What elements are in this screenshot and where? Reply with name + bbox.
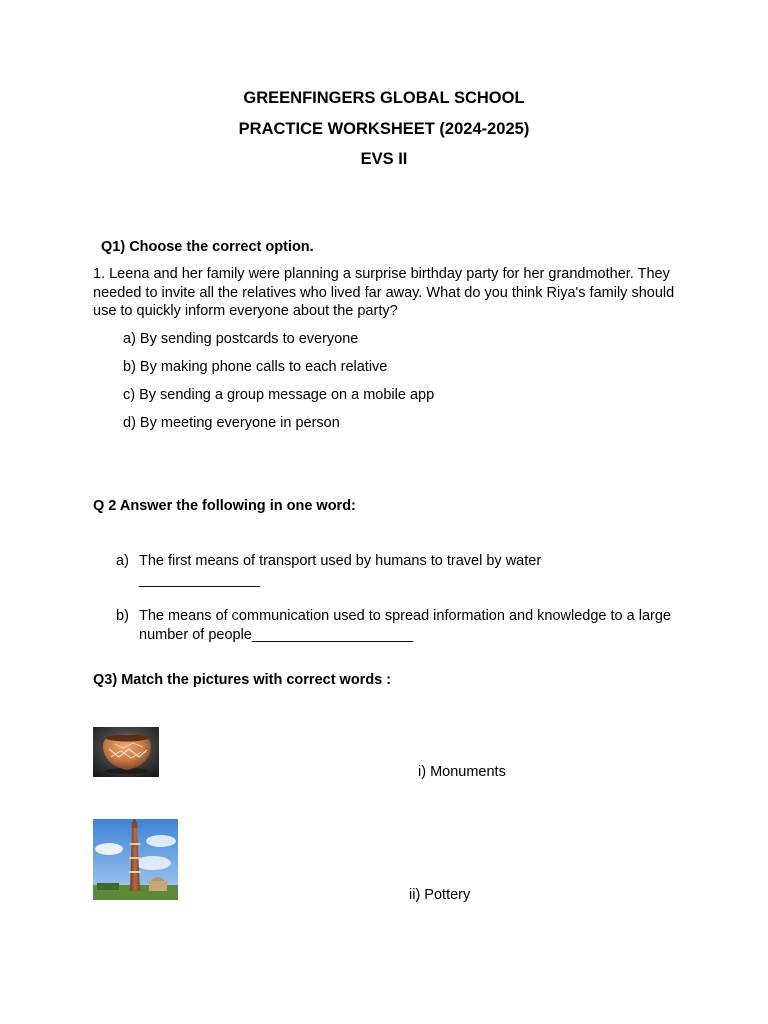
q1-option-b: b) By making phone calls to each relative bbox=[123, 359, 388, 375]
subject-title: EVS II bbox=[360, 150, 408, 168]
pottery-bowl-illustration bbox=[93, 727, 159, 777]
pottery-bowl-image bbox=[93, 727, 159, 777]
q1-option-c: c) By sending a group message on a mobile app bbox=[123, 387, 435, 403]
q2-item-a-text: The first means of transport used by humans to travel by water _______________ bbox=[139, 553, 542, 588]
q2-item-b-label: b) bbox=[116, 608, 129, 624]
q3-heading: Q3) Match the pictures with correct words : bbox=[93, 672, 392, 688]
minaret-monument-illustration bbox=[93, 819, 178, 900]
q1-option-a: a) By sending postcards to everyone bbox=[123, 331, 359, 347]
q1-heading: Q1) Choose the correct option. bbox=[101, 239, 314, 255]
school-name: GREENFINGERS GLOBAL SCHOOL bbox=[243, 89, 525, 107]
q2-heading: Q 2 Answer the following in one word: bbox=[93, 498, 356, 514]
q2-item-a-label: a) bbox=[116, 553, 129, 569]
match-word-monuments: i) Monuments bbox=[418, 764, 506, 780]
match-word-pottery: ii) Pottery bbox=[409, 887, 471, 903]
q1-question: 1. Leena and her family were planning a surprise birthday party for her grandmother. They needed to invite all the relatives who lived far away. What do you think Riya's family should use to quickly inform everyone about the party? bbox=[93, 266, 675, 319]
worksheet-title: PRACTICE WORKSHEET (2024-2025) bbox=[238, 120, 530, 138]
minaret-monument-image bbox=[93, 819, 178, 900]
q2-item-b-text: The means of communication used to spread information and knowledge to a large number of people____________________ bbox=[139, 608, 671, 643]
q1-option-d: d) By meeting everyone in person bbox=[123, 415, 340, 431]
